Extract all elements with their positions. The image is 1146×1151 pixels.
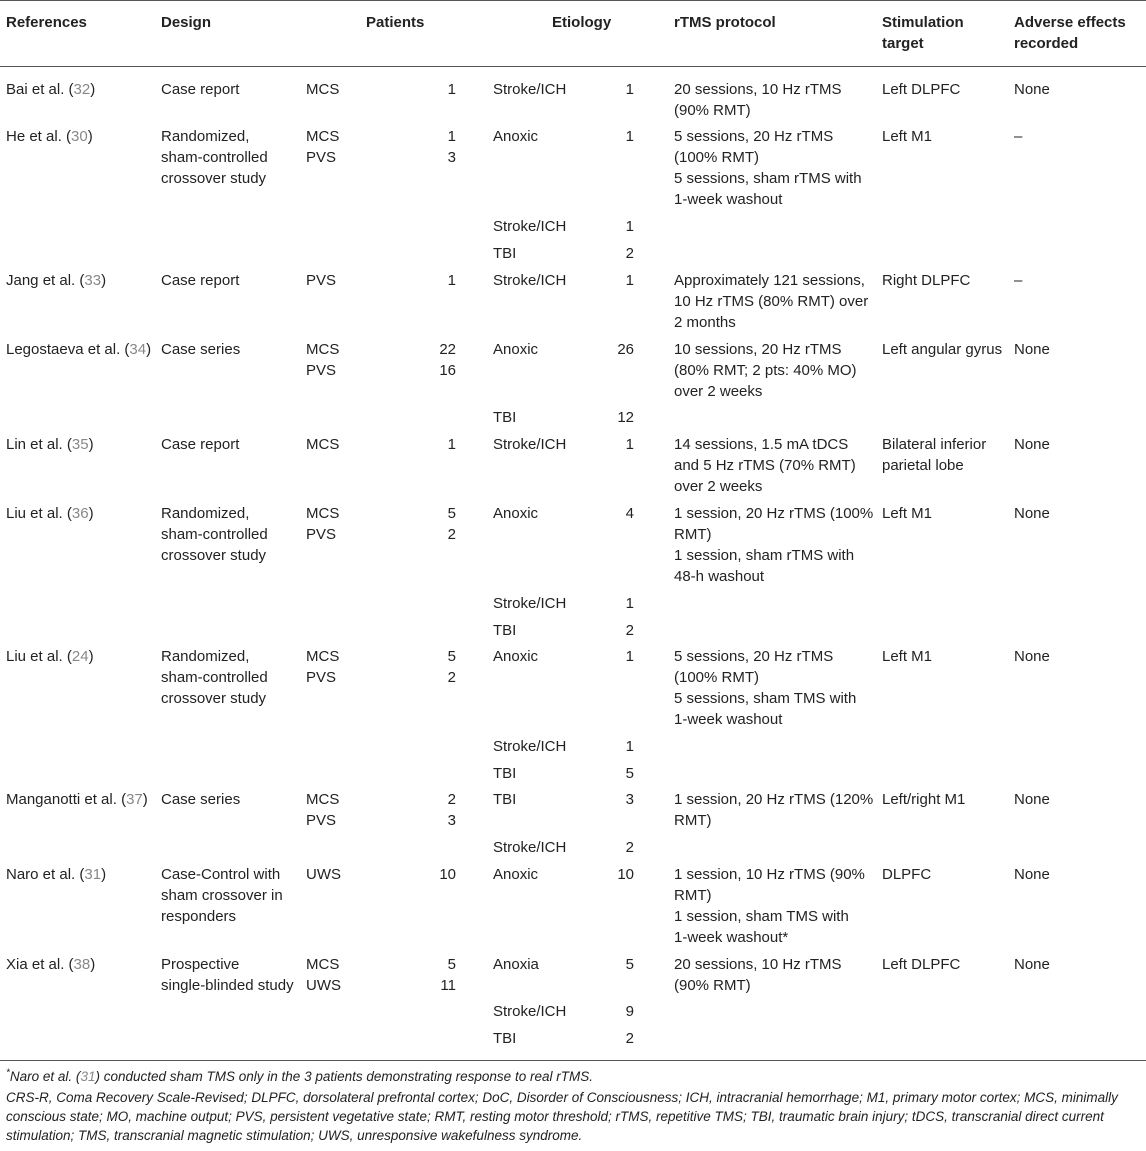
etiology-name: Stroke/ICH [493,738,567,755]
reference-number-link[interactable]: 33 [84,272,102,289]
cell-design [161,789,240,810]
design-line: Case series [161,791,241,808]
cell-design [161,864,283,927]
protocol-line: (100% RMT) [674,669,760,686]
cell-patient-count [400,864,456,885]
cell-reference [6,79,95,100]
etiology-count: 1 [625,648,634,665]
design-line: single-blinded study [161,977,294,994]
design-line: crossover study [161,170,267,187]
cell-target [882,434,986,476]
etiology-name: Anoxic [493,505,539,522]
protocol-line: 1 session, 10 Hz rTMS (90% [674,866,865,883]
patient-type: MCS [306,128,340,145]
protocol-line: over 2 weeks [674,478,763,495]
etiology-name: TBI [493,409,517,426]
etiology-name: Stroke/ICH [493,839,567,856]
patient-type: MCS [306,791,340,808]
reference-close-paren: ) [88,505,94,522]
cell-adverse-effects: None [1014,505,1050,522]
patient-type: PVS [306,272,337,289]
reference-number-link[interactable]: 35 [71,436,89,453]
reference-close-paren: ) [101,272,107,289]
cell-patient-type [306,864,341,885]
etiology-name: Stroke/ICH [493,81,567,98]
etiology-count: 1 [625,436,634,453]
reference-author: Jang et al. ( [6,272,85,289]
reference-number-link[interactable]: 36 [71,505,89,522]
etiology-name: Stroke/ICH [493,1003,567,1020]
header-target-line1: Stimulation [882,14,964,31]
patient-type: MCS [306,956,340,973]
target-line: Left/right M1 [882,791,966,808]
cell-target [882,503,932,524]
cell-reference [6,864,106,885]
protocol-line: 20 sessions, 10 Hz rTMS [674,956,842,973]
cell-target [882,270,970,291]
patient-count: 3 [447,149,456,166]
cell-adverse-effects: – [1014,128,1023,145]
design-line: crossover study [161,690,267,707]
reference-author: Liu et al. ( [6,505,72,522]
etiology-name: Anoxic [493,648,539,665]
design-line: Case series [161,341,241,358]
target-line: parietal lobe [882,457,964,474]
cell-reference [6,503,94,524]
header-target [882,12,964,54]
patient-count: 1 [447,81,456,98]
patient-count: 5 [447,505,456,522]
etiology-count: 10 [617,866,634,883]
reference-number-link[interactable]: 31 [84,866,102,883]
reference-author: Manganotti et al. ( [6,791,127,808]
target-line: DLPFC [882,866,932,883]
design-line: Prospective [161,956,240,973]
protocol-line: (90% RMT) [674,102,751,119]
reference-author: Bai et al. ( [6,81,74,98]
cell-reference [6,954,95,975]
cell-protocol [674,270,868,333]
patient-type: UWS [306,866,341,883]
protocol-line: 2 months [674,314,736,331]
cell-protocol [674,646,856,730]
patient-type: PVS [306,149,337,166]
protocol-line: RMT) [674,526,712,543]
etiology-count: 1 [625,272,634,289]
cell-reference [6,270,106,291]
reference-close-paren: ) [88,436,94,453]
protocol-line: Approximately 121 sessions, [674,272,865,289]
cell-target [882,954,960,975]
cell-patient-type [306,126,339,168]
cell-patient-count [400,126,456,168]
abbreviations-note: CRS-R, Coma Recovery Scale-Revised; DLPFC, dorsolateral prefrontal cortex; DoC, Disorder of Consciousness; ICH, intracranial hemorrhage; M1, primary motor cortex; MCS, minimally conscious state; MO, machine output; PVS, persistent vegetative state; RMT, resting motor threshold; rTMS, repetitive TMS; TBI, traumatic brain injury; tDCS, transcranial direct current stimulation; TMS, transcranial magnetic stimulation; UWS, unresponsive wakefulness syndrome. [6,1090,1118,1143]
target-line: Left DLPFC [882,81,961,98]
cell-design [161,646,268,709]
protocol-line: (90% RMT) [674,977,751,994]
header-adverse-line1: Adverse effects [1014,14,1126,31]
etiology-count: 5 [625,765,634,782]
design-line: Case-Control with [161,866,281,883]
footnote-ref-number[interactable]: 31 [80,1069,96,1084]
patient-count: 10 [439,866,456,883]
protocol-line: 1 session, sham rTMS with [674,547,855,564]
cell-reference [6,339,151,360]
header-protocol: rTMS protocol [674,14,776,31]
etiology-name: Anoxia [493,956,539,973]
cell-protocol [674,126,862,210]
protocol-line: 1 session, sham TMS with [674,908,849,925]
patient-count: 16 [439,362,456,379]
etiology-name: Anoxic [493,866,539,883]
patient-type: UWS [306,977,341,994]
protocol-line: and 5 Hz rTMS (70% RMT) [674,457,856,474]
footnote-post: ) conducted sham TMS only in the 3 patients demonstrating response to real rTMS. [95,1069,593,1084]
protocol-line: 1 session, 20 Hz rTMS (100% [674,505,874,522]
reference-author: Naro et al. ( [6,866,85,883]
cell-design [161,954,294,996]
etiology-count: 9 [625,1003,634,1020]
etiology-count: 12 [617,409,634,426]
cell-patient-type [306,434,339,455]
cell-patient-count [400,954,456,996]
cell-protocol [674,434,856,497]
protocol-line: 10 Hz rTMS (80% RMT) over [674,293,869,310]
etiology-name: TBI [493,245,517,262]
patient-count: 1 [447,272,456,289]
patient-count: 11 [440,977,456,994]
cell-adverse-effects: None [1014,648,1050,665]
protocol-line: 1-week washout [674,711,783,728]
etiology-count: 5 [625,956,634,973]
cell-protocol [674,339,857,402]
patient-type: MCS [306,648,340,665]
patient-count: 2 [447,526,456,543]
cell-design [161,79,239,100]
etiology-count: 26 [617,341,634,358]
design-line: sham crossover in [161,887,283,904]
etiology-count: 2 [625,245,634,262]
cell-design [161,434,239,455]
header-patients: Patients [366,14,425,31]
protocol-line: 1-week washout [674,191,783,208]
reference-close-paren: ) [90,81,96,98]
header-adverse-line2: recorded [1014,35,1079,52]
protocol-line: 5 sessions, sham TMS with [674,690,857,707]
target-line: Bilateral inferior [882,436,987,453]
reference-close-paren: ) [142,791,148,808]
cell-adverse-effects: None [1014,956,1050,973]
protocol-line: 10 sessions, 20 Hz rTMS [674,341,842,358]
cell-design [161,339,240,360]
etiology-count: 1 [625,218,634,235]
cell-target [882,126,932,147]
cell-target [882,79,960,100]
cell-patient-count [400,434,456,455]
cell-design [161,503,268,566]
patient-type: MCS [306,505,340,522]
target-line: Left M1 [882,128,933,145]
cell-protocol [674,954,842,996]
cell-patient-count [400,79,456,100]
cell-patient-count [400,646,456,688]
etiology-count: 4 [625,505,634,522]
cell-reference [6,789,148,810]
protocol-line: 5 sessions, sham rTMS with [674,170,862,187]
design-line: sham-controlled [161,526,268,543]
cell-adverse-effects: None [1014,341,1050,358]
patient-count: 2 [447,791,456,808]
footnote-star: * [6,1067,10,1079]
design-line: Case report [161,272,240,289]
protocol-line: 5 sessions, 20 Hz rTMS [674,128,834,145]
cell-reference [6,434,94,455]
cell-adverse-effects: None [1014,81,1050,98]
cell-patient-count [400,503,456,545]
reference-close-paren: ) [87,128,93,145]
reference-author: Lin et al. ( [6,436,72,453]
reference-number-link[interactable]: 30 [71,128,88,145]
target-line: Left DLPFC [882,956,961,973]
etiology-name: TBI [493,1030,517,1047]
reference-close-paren: ) [88,648,94,665]
etiology-count: 1 [625,128,634,145]
cell-patient-type [306,79,339,100]
target-line: Left M1 [882,505,933,522]
patient-type: PVS [306,362,337,379]
reference-author: Liu et al. ( [6,648,72,665]
etiology-name: TBI [493,765,517,782]
cell-protocol [674,789,873,831]
protocol-line: 14 sessions, 1.5 mA tDCS [674,436,849,453]
protocol-line: (80% RMT; 2 pts: 40% MO) [674,362,857,379]
patient-type: PVS [306,812,337,829]
patient-type: MCS [306,341,340,358]
cell-reference [6,126,93,147]
etiology-count: 2 [625,839,634,856]
etiology-name: Anoxic [493,341,539,358]
patient-type: MCS [306,81,340,98]
design-line: Case report [161,436,240,453]
reference-number-link[interactable]: 34 [129,341,147,358]
cell-target [882,864,931,885]
etiology-name: Stroke/ICH [493,272,567,289]
cell-patient-type [306,339,339,381]
cell-design [161,126,268,189]
protocol-line: 48-h washout [674,568,765,585]
protocol-line: RMT) [674,887,712,904]
patient-count: 5 [447,956,456,973]
reference-close-paren: ) [146,341,152,358]
cell-adverse-effects: None [1014,866,1050,883]
patient-count: 1 [447,128,456,145]
cell-patient-count [400,789,456,831]
etiology-count: 1 [625,595,634,612]
cell-patient-type [306,954,341,996]
cell-patient-count [400,270,456,291]
etiology-name: TBI [493,622,517,639]
table-footnote [6,1067,1136,1086]
cell-patient-type [306,270,336,291]
target-line: Left angular gyrus [882,341,1003,358]
cell-adverse-effects: None [1014,436,1050,453]
etiology-count: 1 [625,738,634,755]
patient-count: 22 [439,341,456,358]
cell-patient-count [400,339,456,381]
target-line: Left M1 [882,648,933,665]
reference-number-link[interactable]: 24 [71,648,89,665]
cell-protocol [674,503,873,587]
header-adverse [1014,12,1126,54]
cell-target [882,339,1002,360]
patient-count: 2 [447,669,456,686]
design-line: responders [161,908,237,925]
etiology-name: Stroke/ICH [493,595,567,612]
cell-target [882,789,965,810]
patient-count: 5 [447,648,456,665]
reference-author: Xia et al. ( [6,956,74,973]
cell-protocol [674,864,865,948]
etiology-name: Stroke/ICH [493,436,567,453]
reference-number-link[interactable]: 32 [73,81,91,98]
etiology-count: 2 [625,1030,634,1047]
protocol-line: over 2 weeks [674,383,763,400]
design-line: Case report [161,81,240,98]
reference-author: He et al. ( [6,128,72,145]
design-line: sham-controlled [161,149,268,166]
patient-type: PVS [306,669,337,686]
target-line: Right DLPFC [882,272,971,289]
cell-adverse-effects: – [1014,272,1023,289]
reference-close-paren: ) [90,956,96,973]
protocol-line: 5 sessions, 20 Hz rTMS [674,648,834,665]
patient-count: 1 [447,436,456,453]
cell-target [882,646,932,667]
header-references: References [6,14,87,31]
header-target-line2: target [882,35,924,52]
protocol-line: RMT) [674,812,712,829]
design-line: Randomized, [161,505,250,522]
etiology-count: 1 [625,81,634,98]
patient-type: PVS [306,526,337,543]
etiology-name: Anoxic [493,128,539,145]
etiology-count: 2 [625,622,634,639]
reference-author: Legostaeva et al. ( [6,341,130,358]
protocol-line: 1 session, 20 Hz rTMS (120% [674,791,874,808]
cell-patient-type [306,646,339,688]
header-design: Design [161,14,212,31]
cell-design [161,270,239,291]
etiology-name: TBI [493,791,517,808]
etiology-count: 3 [625,791,634,808]
patient-count: 3 [447,812,456,829]
design-line: Randomized, [161,128,250,145]
patient-type: MCS [306,436,340,453]
protocol-line: 1-week washout* [674,929,789,946]
table-top-rule [0,0,1146,1]
cell-adverse-effects: None [1014,791,1050,808]
protocol-line: (100% RMT) [674,149,760,166]
table-header-rule [0,66,1146,67]
protocol-line: 20 sessions, 10 Hz rTMS [674,81,842,98]
reference-number-link[interactable]: 37 [126,791,143,808]
design-line: sham-controlled [161,669,268,686]
reference-number-link[interactable]: 38 [73,956,91,973]
header-etiology: Etiology [552,14,612,31]
etiology-name: Stroke/ICH [493,218,567,235]
cell-protocol [674,79,842,121]
cell-patient-type [306,789,339,831]
design-line: crossover study [161,547,267,564]
reference-close-paren: ) [101,866,107,883]
design-line: Randomized, [161,648,250,665]
cell-reference [6,646,94,667]
table-bottom-rule [0,1060,1146,1061]
footnote-pre: Naro et al. ( [9,1069,81,1084]
cell-patient-type [306,503,339,545]
